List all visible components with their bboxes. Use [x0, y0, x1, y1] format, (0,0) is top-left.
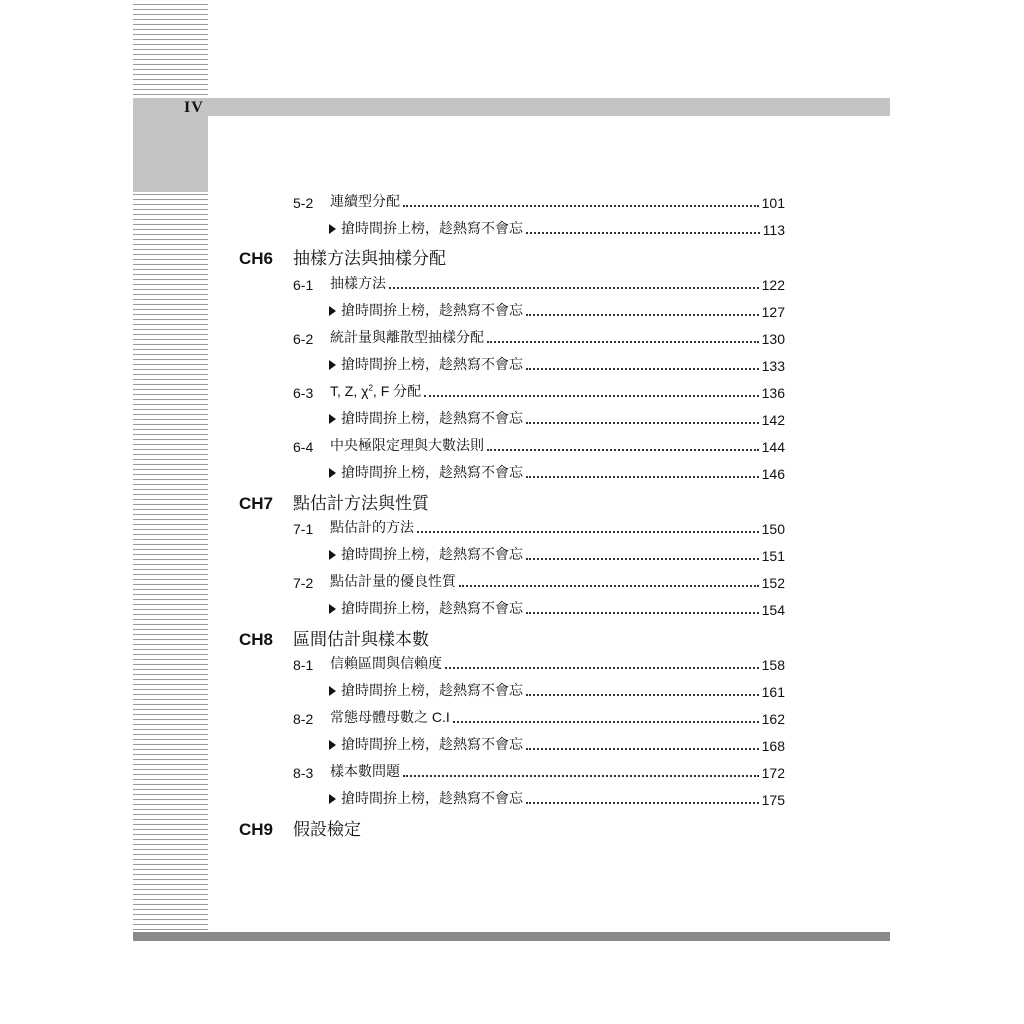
- toc-practice: [329, 406, 785, 428]
- chapter-title: 區間估計與樣本數: [293, 630, 429, 649]
- dot-leader: [526, 748, 759, 750]
- entry-title: 搶時間拚上榜，趁熱寫不會忘: [341, 546, 523, 562]
- entry-page: 172: [761, 765, 785, 781]
- toc-chapter: [239, 626, 429, 650]
- dot-leader: [526, 558, 759, 560]
- toc-section: [293, 515, 785, 537]
- dot-leader: [526, 368, 759, 370]
- entry-page: 133: [761, 358, 785, 374]
- dot-leader: [487, 341, 759, 343]
- toc-section: [293, 569, 785, 591]
- toc-practice: [329, 298, 785, 320]
- triangle-bullet-icon: [329, 794, 336, 804]
- entry-title: 常態母體母數之 C.I: [330, 709, 450, 725]
- triangle-bullet-icon: [329, 468, 336, 478]
- toc-section: [293, 651, 785, 673]
- section-number: 7-2: [293, 575, 314, 591]
- triangle-bullet-icon: [329, 686, 336, 696]
- entry-page: 130: [761, 331, 785, 347]
- toc-chapter: [239, 490, 429, 514]
- toc-section: [293, 325, 785, 347]
- triangle-bullet-icon: [329, 224, 336, 234]
- entry-title: 抽樣方法: [330, 275, 386, 291]
- section-number: 6-2: [293, 331, 314, 347]
- header-bar: [208, 98, 890, 116]
- chapter-number: CH7: [239, 494, 274, 513]
- entry-title: 搶時間拚上榜，趁熱寫不會忘: [341, 790, 523, 806]
- entry-title: 搶時間拚上榜，趁熱寫不會忘: [341, 220, 523, 236]
- toc-section: [293, 379, 785, 401]
- entry-title: 搶時間拚上榜，趁熱寫不會忘: [341, 736, 523, 752]
- entry-page: 161: [761, 684, 785, 700]
- toc-practice: [329, 732, 785, 754]
- toc-practice: [329, 786, 785, 808]
- entry-title: 搶時間拚上榜，趁熱寫不會忘: [341, 682, 523, 698]
- entry-page: 136: [761, 385, 785, 401]
- section-number: 6-3: [293, 385, 314, 401]
- section-number: 6-4: [293, 439, 314, 455]
- toc-practice: [329, 542, 785, 564]
- section-number: 5-2: [293, 195, 314, 211]
- entry-title: 樣本數問題: [330, 763, 400, 779]
- entry-page: 150: [761, 521, 785, 537]
- entry-title: 連續型分配: [330, 193, 400, 209]
- section-number: 6-1: [293, 277, 314, 293]
- entry-page: 158: [761, 657, 785, 673]
- entry-page: 113: [762, 222, 785, 238]
- chapter-number: CH8: [239, 630, 274, 649]
- entry-title: 信賴區間與信賴度: [330, 655, 442, 671]
- entry-page: 142: [761, 412, 785, 428]
- dot-leader: [389, 287, 759, 289]
- section-number: 8-3: [293, 765, 314, 781]
- dot-leader: [487, 449, 759, 451]
- dot-leader: [424, 395, 758, 397]
- dot-leader: [526, 232, 760, 234]
- triangle-bullet-icon: [329, 604, 336, 614]
- entry-title: 統計量與離散型抽樣分配: [330, 329, 484, 345]
- dot-leader: [526, 694, 759, 696]
- dot-leader: [526, 802, 759, 804]
- dot-leader: [453, 721, 759, 723]
- page-number: IV: [184, 99, 204, 116]
- entry-page: 168: [761, 738, 785, 754]
- entry-title: 點估計量的優良性質: [330, 573, 456, 589]
- entry-title: 搶時間拚上榜，趁熱寫不會忘: [341, 410, 523, 426]
- triangle-bullet-icon: [329, 740, 336, 750]
- toc-section: [293, 759, 785, 781]
- dot-leader: [459, 585, 759, 587]
- chapter-title: 抽樣方法與抽樣分配: [293, 249, 446, 268]
- entry-page: 146: [761, 466, 785, 482]
- entry-title: T, Z, $\chi^2$, F 分配: [330, 383, 422, 399]
- footer-bar: [133, 932, 890, 941]
- dot-leader: [403, 205, 759, 207]
- toc-section: [293, 433, 785, 455]
- toc-section: [293, 271, 785, 293]
- entry-page: 144: [761, 439, 785, 455]
- toc-chapter: [239, 816, 361, 840]
- entry-title: 點估計的方法: [330, 519, 414, 535]
- toc-section: [293, 705, 785, 727]
- dot-leader: [526, 314, 759, 316]
- section-number: 7-1: [293, 521, 314, 537]
- toc-chapter: [239, 245, 446, 269]
- entry-page: 154: [761, 602, 785, 618]
- dot-leader: [445, 667, 759, 669]
- entry-page: 152: [761, 575, 785, 591]
- entry-page: 127: [761, 304, 785, 320]
- section-number: 8-2: [293, 711, 314, 727]
- chapter-title: 假設檢定: [293, 820, 361, 839]
- entry-title: 搶時間拚上榜，趁熱寫不會忘: [341, 356, 523, 372]
- section-number: 8-1: [293, 657, 314, 673]
- entry-page: 151: [761, 548, 785, 564]
- chapter-number: CH6: [239, 249, 274, 268]
- toc-practice: [329, 216, 785, 238]
- toc-practice: [329, 460, 785, 482]
- entry-page: 122: [761, 277, 785, 293]
- toc-practice: [329, 596, 785, 618]
- dot-leader: [526, 422, 759, 424]
- chapter-number: CH9: [239, 820, 274, 839]
- entry-page: 175: [761, 792, 785, 808]
- entry-page: 162: [761, 711, 785, 727]
- entry-title: 搶時間拚上榜，趁熱寫不會忘: [341, 302, 523, 318]
- entry-title: 搶時間拚上榜，趁熱寫不會忘: [341, 600, 523, 616]
- dot-leader: [526, 612, 759, 614]
- triangle-bullet-icon: [329, 360, 336, 370]
- toc-section: [293, 189, 785, 211]
- dot-leader: [526, 476, 759, 478]
- entry-title: 搶時間拚上榜，趁熱寫不會忘: [341, 464, 523, 480]
- toc-practice: [329, 678, 785, 700]
- dot-leader: [417, 531, 759, 533]
- triangle-bullet-icon: [329, 550, 336, 560]
- entry-page: 101: [761, 195, 785, 211]
- toc-practice: [329, 352, 785, 374]
- chapter-title: 點估計方法與性質: [293, 494, 429, 513]
- entry-title: 中央極限定理與大數法則: [330, 437, 484, 453]
- triangle-bullet-icon: [329, 306, 336, 316]
- triangle-bullet-icon: [329, 414, 336, 424]
- dot-leader: [403, 775, 759, 777]
